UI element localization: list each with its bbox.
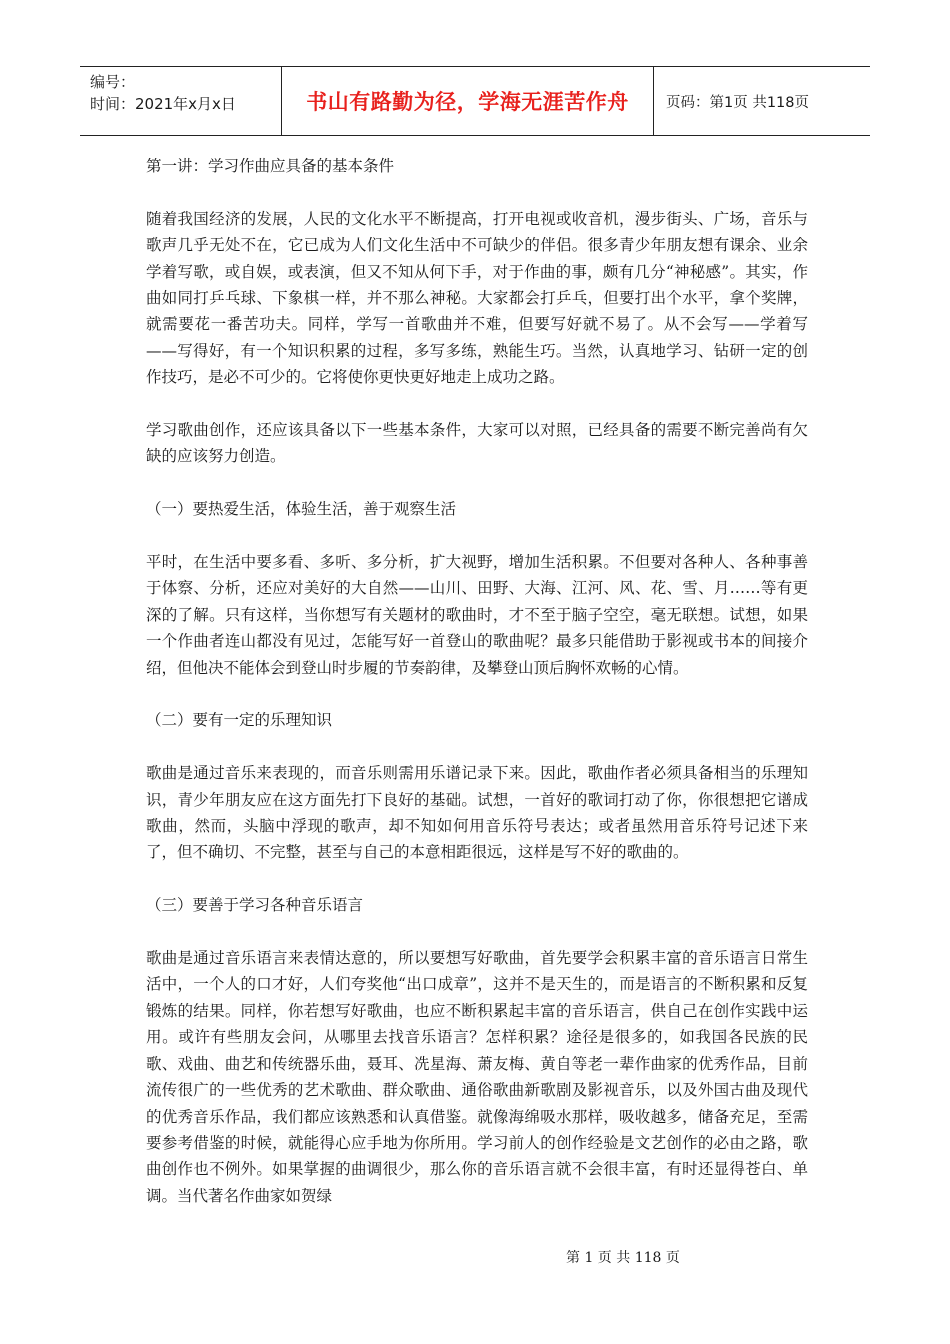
document-body bbox=[146, 150, 808, 1236]
paragraph-theory: 歌曲是通过音乐来表现的，而音乐则需用乐谱记录下来。因此，歌曲作者必须具备相当的乐理知识，青少年朋友应在这方面先打下良好的基础。试想，一首好的歌词打动了你，你很想把它谱成歌曲，然而，头脑中浮现的歌声，却不知如何用音乐符号表达；或者虽然用音乐符号记述下来了，但不确切、不完整，甚至与自己的本意相距很远，这样是写不好的歌曲的。 bbox=[146, 764, 808, 862]
section-heading-3: （三）要善于学习各种音乐语言 bbox=[146, 896, 364, 915]
document-date: 时间：2021年x月x日 bbox=[90, 95, 236, 113]
paragraph-language: 歌曲是通过音乐语言来表情达意的，所以要想写好歌曲，首先要学会积累丰富的音乐语言日常生活中，一个人的口才好，人们夸奖他“出口成章”，这并不是天生的，而是语言的不断积累和反复锻炼的结果。同样，你若想写好歌曲，也应不断积累起丰富的音乐语言，供自己在创作实践中运用。或许有些朋友会问，从哪里去找音乐语言？怎样积累？途径是很多的，如我国各民族的民歌、戏曲、曲艺和传统器乐曲，聂耳、冼星海、萧友梅、黄自等老一辈作曲家的优秀作品，目前流传很广的一些优秀的艺术歌曲、群众歌曲、通俗歌曲新歌剧及影视音乐，以及外国古曲及现代的优秀音乐作品，我们都应该熟悉和认真借鉴。就像海绵吸水那样，吸收越多，储备充足，至需要参考借鉴的时候，就能得心应手地为你所用。学习前人的创作经验是文艺创作的必由之路，歌曲创作也不例外。如果掌握的曲调很少，那么你的音乐语言就不会很丰富，有时还显得苍白、单调。当代著名作曲家如贺绿 bbox=[146, 949, 808, 1205]
header-page-cell bbox=[654, 67, 870, 135]
header-meta-cell bbox=[80, 67, 282, 135]
section-heading-2: （二）要有一定的乐理知识 bbox=[146, 711, 333, 730]
header-motto: 书山有路勤为径，学海无涯苦作舟 bbox=[306, 90, 629, 114]
paragraph-life: 平时，在生活中要多看、多听、多分析，扩大视野，增加生活积累。不但要对各种人、各种事善于体察、分析，还应对美好的大自然——山川、田野、大海、江河、风、花、雪、月……等有更深的了解。只有这样，当你想写有关题材的歌曲时，才不至于脑子空空，毫无联想。试想，如果一个作曲者连山都没有见过，怎能写好一首登山的歌曲呢？最多只能借助于影视或书本的间接介绍，但他决不能体会到登山时步履的节奏韵律，及攀登山顶后胸怀欢畅的心情。 bbox=[146, 553, 808, 677]
footer-page-number: 第 1 页 共 118 页 bbox=[566, 1250, 680, 1266]
header-table bbox=[80, 66, 870, 136]
header-page-info: 页码：第1页 共118页 bbox=[666, 94, 810, 111]
document-number-label: 编号： bbox=[90, 73, 136, 91]
paragraph-intro: 随着我国经济的发展，人民的文化水平不断提高，打开电视或收音机，漫步街头、广场，音乐与歌声几乎无处不在，它已成为人们文化生活中不可缺少的伴侣。很多青少年朋友想有课余、业余学着写歌，或自娱，或表演，但又不知从何下手，对于作曲的事，颇有几分“神秘感”。其实，作曲如同打乒乓球、下象棋一样，并不那么神秘。大家都会打乒乓，但要打出个水平，拿个奖牌，就需要花一番苦功夫。同样，学写一首歌曲并不难，但要写好就不易了。从不会写——学着写——写得好，有一个知识积累的过程，多写多练，熟能生巧。当然，认真地学习、钻研一定的创作技巧，是必不可少的。它将使你更快更好地走上成功之路。 bbox=[146, 209, 808, 387]
section-heading-1: （一）要热爱生活，体验生活，善于观察生活 bbox=[146, 500, 457, 519]
paragraph-conditions: 学习歌曲创作，还应该具备以下一些基本条件，大家可以对照，已经具备的需要不断完善尚有欠缺的应该努力创造。 bbox=[146, 421, 808, 466]
header-motto-cell bbox=[282, 67, 654, 135]
lecture-title: 第一讲：学习作曲应具备的基本条件 bbox=[146, 157, 395, 175]
